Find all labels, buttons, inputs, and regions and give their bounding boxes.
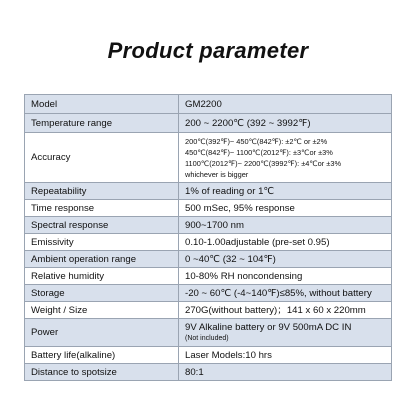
row-value: 500 mSec, 95% response bbox=[179, 200, 392, 217]
row-label: Ambient operation range bbox=[25, 251, 179, 268]
accuracy-line: 200℃(392℉)~ 450℃(842℉): ±2℃ or ±2% bbox=[185, 136, 328, 146]
table-row bbox=[25, 183, 392, 200]
table-row bbox=[25, 319, 392, 347]
row-label: Weight / Size bbox=[25, 302, 179, 319]
row-label: Time response bbox=[25, 200, 179, 217]
table-row bbox=[25, 217, 392, 234]
parameter-table bbox=[24, 94, 392, 381]
row-value: 900~1700 nm bbox=[179, 217, 392, 234]
table-row bbox=[25, 285, 392, 302]
row-value: Laser Models:10 hrs bbox=[179, 347, 392, 364]
row-label: Storage bbox=[25, 285, 179, 302]
table-row bbox=[25, 234, 392, 251]
power-note: (Not included) bbox=[185, 334, 229, 342]
row-label: Temperature range bbox=[25, 114, 179, 133]
table-row bbox=[25, 133, 392, 183]
row-value: 10-80% RH noncondensing bbox=[179, 268, 392, 285]
power-value: 9V Alkaline battery or 9V 500mA DC IN bbox=[185, 321, 352, 333]
row-value: 1% of reading or 1℃ bbox=[179, 183, 392, 200]
table-row bbox=[25, 364, 392, 381]
row-label: Repeatability bbox=[25, 183, 179, 200]
row-label: Battery life(alkaline) bbox=[25, 347, 179, 364]
row-value: 0.10-1.00adjustable (pre-set 0.95) bbox=[179, 234, 392, 251]
row-label: Emissivity bbox=[25, 234, 179, 251]
row-label: Power bbox=[25, 319, 179, 347]
row-value: 270G(without battery)；141 x 60 x 220mm bbox=[179, 302, 392, 319]
table-row bbox=[25, 347, 392, 364]
row-value bbox=[179, 133, 392, 183]
accuracy-line: 1100℃(2012℉)~ 2200℃(3992℉): ±4℃or ±3% bbox=[185, 158, 342, 168]
table-row bbox=[25, 268, 392, 285]
row-label: Model bbox=[25, 95, 179, 114]
row-value: -20 ~ 60℃ (-4~140℉)≤85%, without battery bbox=[179, 285, 392, 302]
table-row bbox=[25, 114, 392, 133]
row-value: GM2200 bbox=[179, 95, 392, 114]
row-label: Relative humidity bbox=[25, 268, 179, 285]
table-row bbox=[25, 251, 392, 268]
row-label: Distance to spotsize bbox=[25, 364, 179, 381]
row-label: Accuracy bbox=[25, 133, 179, 183]
row-value: 80:1 bbox=[179, 364, 392, 381]
table-row bbox=[25, 95, 392, 114]
page-title: Product parameter bbox=[107, 38, 309, 63]
row-value: 200 ~ 2200℃ (392 ~ 3992℉) bbox=[179, 114, 392, 133]
table-row bbox=[25, 200, 392, 217]
row-value bbox=[179, 319, 392, 347]
table-row bbox=[25, 302, 392, 319]
row-value: 0 ~40℃ (32 ~ 104℉) bbox=[179, 251, 392, 268]
accuracy-line: 450℃(842℉)~ 1100℃(2012℉): ±3℃or ±3% bbox=[185, 147, 333, 157]
accuracy-line: whichever is bigger bbox=[185, 169, 249, 179]
row-label: Spectral response bbox=[25, 217, 179, 234]
